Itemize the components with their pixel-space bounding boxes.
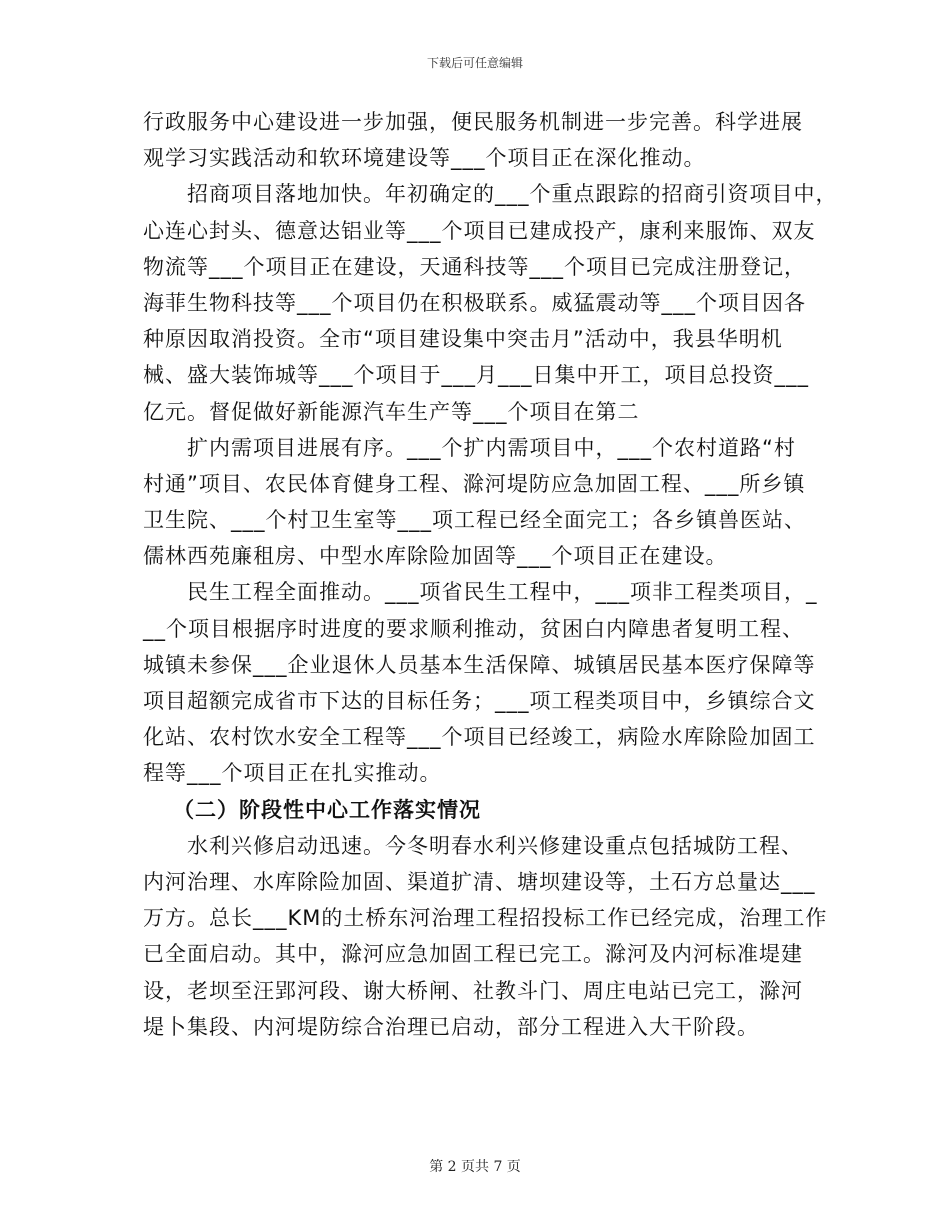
text-line: 械、盛大装饰城等___个项目于___月___日集中开工，项目总投资___ — [143, 363, 809, 388]
text-line: 设，老坝至汪郢河段、谢大桥闸、社教斗门、周庄电站已完工，滁河 — [143, 978, 803, 1003]
text-line: 心连心封头、德意达铝业等___个项目已建成投产，康利来服饰、双友 — [143, 218, 816, 243]
paragraph-start-line: 水利兴修启动迅速。今冬明春水利兴修建设重点包括城防工程、 — [187, 833, 803, 858]
text-line: __个项目根据序时进度的要求顺利推动，贫困白内障患者复明工程、 — [143, 616, 804, 641]
text-line: 种原因取消投资。全市“项目建设集中突击月”活动中，我县华明机 — [143, 327, 783, 352]
text-line: 海菲生物科技等___个项目仍在积极联系。威猛震动等___个项目因各 — [143, 290, 806, 315]
text-line: 卫生院、___个村卫生室等___项工程已经全面完工；各乡镇兽医站、 — [143, 508, 806, 533]
text-line: 内河治理、水库除险加固、渠道扩清、塘坝建设等，土石方总量达___ — [143, 869, 816, 894]
page-header: 下载后可任意编辑 — [426, 56, 523, 70]
text-line: 万方。总长___KM的土桥东河治理工程招投标工作已经完成，治理工作 — [143, 906, 828, 931]
text-line: 观学习实践活动和软环境建设等___个项目正在深化推动。 — [143, 146, 706, 171]
text-line: 已全面启动。其中，滁河应急加固工程已完工。滁河及内河标准堤建 — [143, 942, 803, 967]
text-line: 物流等___个项目正在建设，天通科技等___个项目已完成注册登记， — [143, 254, 806, 279]
page-footer: 第 2 页共 7 页 — [429, 1159, 521, 1175]
section-heading: （二）阶段性中心工作落实情况 — [173, 797, 481, 822]
text-line: 城镇未参保___企业退休人员基本生活保障、城镇居民基本医疗保障等 — [143, 652, 816, 677]
text-line: 化站、农村饮水安全工程等___个项目已经竣工，病险水库除险加固工 — [143, 725, 816, 750]
text-line: 堤卜集段、内河堤防综合治理已启动，部分工程进入大干阶段。 — [143, 1014, 759, 1039]
paragraph-start-line: 民生工程全面推动。___项省民生工程中，___项非工程类项目，_ — [187, 580, 818, 605]
text-line: 项目超额完成省市下达的目标任务；___项工程类项目中，乡镇综合文 — [143, 689, 816, 713]
paragraph-start-line: 招商项目落地加快。年初确定的___个重点跟踪的招商引资项目中， — [187, 182, 838, 207]
text-line: 亿元。督促做好新能源汽车生产等___个项目在第二 — [143, 399, 640, 424]
text-line: 程等___个项目正在扎实推动。 — [143, 761, 442, 786]
document-body — [143, 104, 838, 1045]
paragraph-start-line: 扩内需项目进展有序。___个扩内需项目中，___个农村道路“村 — [187, 435, 796, 460]
text-line: 村通”项目、农民体育健身工程、滁河堤防应急加固工程、___所乡镇 — [143, 471, 806, 496]
text-line: 行政服务中心建设进一步加强，便民服务机制进一步完善。科学进展 — [143, 110, 803, 134]
text-line: 儒林西苑廉租房、中型水库除险加固等___个项目正在建设。 — [143, 544, 728, 569]
